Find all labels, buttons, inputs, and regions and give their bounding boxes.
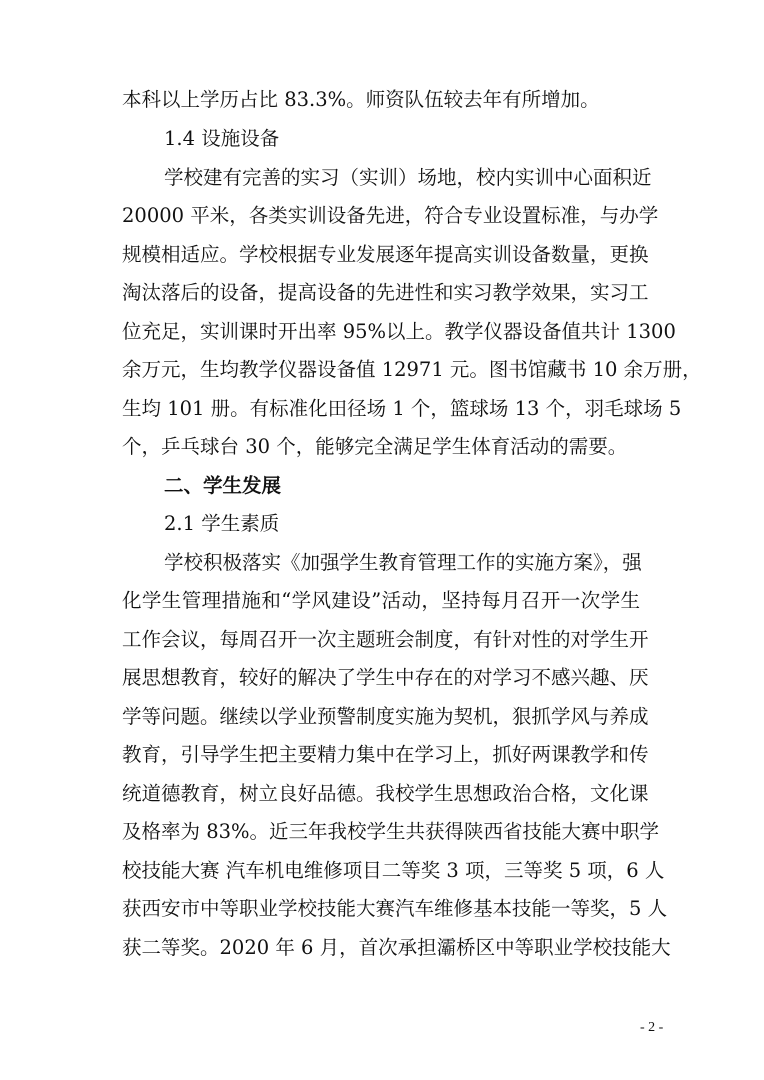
body-text-line: 化学生管理措施和“学风建设”活动，坚持每月召开一次学生 — [122, 589, 640, 612]
body-text-line: 及格率为 83%。近三年我校学生共获得陕西省技能大赛中职学 — [122, 820, 660, 843]
body-text-line: 学校积极落实《加强学生教育管理工作的实施方案》，强 — [164, 551, 642, 574]
body-text-line: 校技能大赛 汽车机电维修项目二等奖 3 项，三等奖 5 项，6 人 — [122, 859, 665, 882]
body-text-line: 淘汰落后的设备，提高设备的先进性和实习教学效果，实习工 — [122, 281, 649, 304]
body-text-line: 余万元，生均教学仪器设备值 12971 元。图书馆藏书 10 余万册， — [122, 358, 702, 381]
body-text-line: 位充足，实训课时开出率 95%以上。教学仪器设备值共计 1300 — [122, 320, 676, 343]
body-text-line: 工作会议，每周召开一次主题班会制度，有针对性的对学生开 — [122, 628, 649, 651]
body-text-line: 获西安市中等职业学校技能大赛汽车维修基本技能一等奖，5 人 — [122, 897, 668, 920]
body-text-line: 本科以上学历占比 83.3%。师资队伍较去年有所增加。 — [122, 88, 600, 111]
body-text-line: 教育，引导学生把主要精力集中在学习上，抓好两课教学和传 — [122, 743, 649, 766]
body-text-line: 获二等奖。2020 年 6 月，首次承担灞桥区中等职业学校技能大 — [122, 936, 671, 959]
body-text-line: 规模相适应。学校根据专业发展逐年提高实训设备数量，更换 — [122, 243, 649, 266]
body-text-line: 展思想教育，较好的解决了学生中存在的对学习不感兴趣、厌 — [122, 666, 649, 689]
body-text-line: 学校建有完善的实习（实训）场地，校内实训中心面积近 — [164, 166, 652, 189]
section-heading-student-development: 二、学生发展 — [164, 474, 282, 497]
body-text-line: 个，乒乓球台 30 个，能够完全满足学生体育活动的需要。 — [122, 435, 628, 458]
section-heading-2-1: 2.1 学生素质 — [164, 512, 280, 535]
page-number: - 2 - — [640, 1020, 664, 1035]
body-text-line: 生均 101 册。有标准化田径场 1 个，篮球场 13 个，羽毛球场 5 — [122, 397, 682, 420]
body-text-line: 20000 平米，各类实训设备先进，符合专业设置标准，与办学 — [122, 204, 659, 227]
body-text-line: 统道德教育，树立良好品德。我校学生思想政治合格，文化课 — [122, 782, 649, 805]
body-text-line: 学等问题。继续以学业预警制度实施为契机，狠抓学风与养成 — [122, 705, 649, 728]
section-heading-1-4: 1.4 设施设备 — [164, 127, 280, 150]
